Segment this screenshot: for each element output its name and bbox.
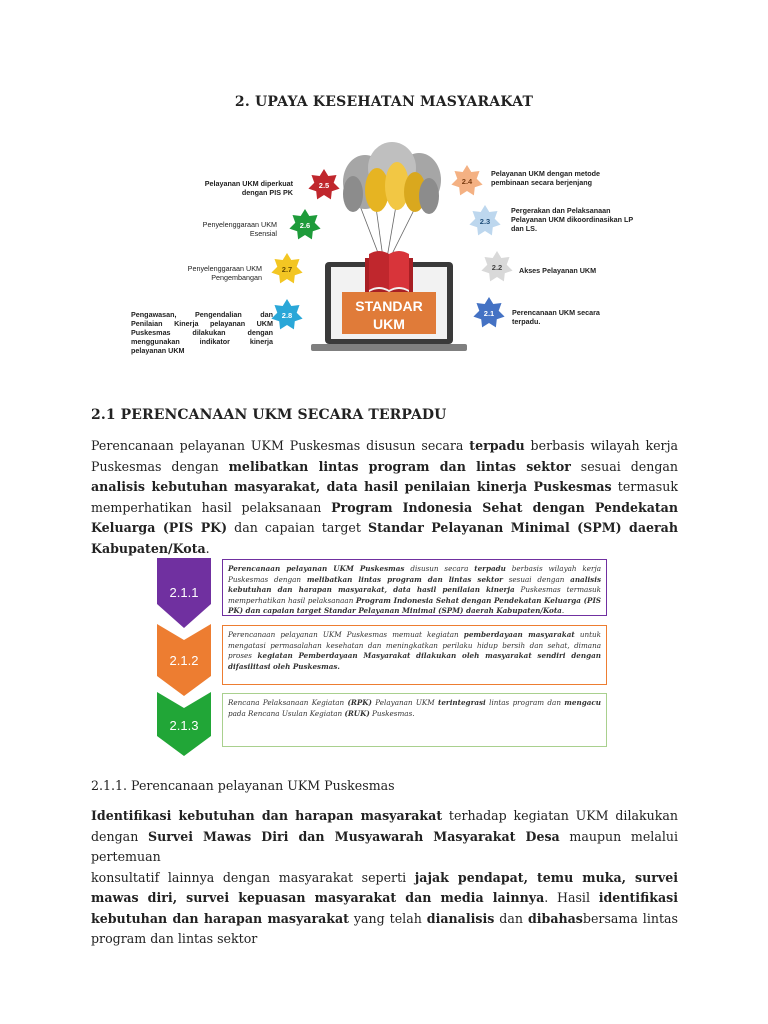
star-2-8 bbox=[271, 299, 302, 329]
svg-text:2.1.2: 2.1.2 bbox=[169, 653, 199, 668]
star-2-4 bbox=[451, 165, 482, 195]
infographic-label-2-6: Penyelenggaraan UKM Esensial bbox=[202, 220, 277, 238]
star-2-3 bbox=[469, 205, 500, 235]
infographic-label-2-8: Pengawasan, Pengendalian dan Penilaian Kinerja pelayanan UKM Puskesmas dilakukan dengan menggunakan indikator kinerja pelayanan UKM bbox=[131, 310, 273, 355]
star-2-7 bbox=[271, 253, 302, 283]
svg-text:2.1.1: 2.1.1 bbox=[169, 585, 199, 600]
body-paragraph-line-group-1: Identifikasi kebutuhan dan harapan masyarakat terhadap kegiatan UKM dilakukan dengan Survei Mawas Diri dan Musyawarah Masyarakat Desa maupun melalui pertemuan bbox=[91, 808, 679, 864]
svg-text:2.2: 2.2 bbox=[491, 263, 503, 272]
analisis-kebutuhan-phrase: analisis kebutuhan masyarakat, data hasil penilaian kinerja Puskesmas bbox=[91, 479, 612, 494]
body-paragraph bbox=[91, 806, 678, 950]
infographic-label-2-3: Pergerakan dan Pelaksanaan Pelayanan UKM dikoordinasikan LP dan LS. bbox=[511, 206, 634, 233]
page-title: 2. UPAYA KESEHATAN MASYARAKAT bbox=[234, 94, 534, 110]
star-2-2 bbox=[481, 251, 512, 281]
infographic-label-2-4: Pelayanan UKM dengan metode pembinaan secara berjenjang bbox=[491, 169, 601, 187]
infographic-label-2-1: Perencanaan UKM secara terpadu. bbox=[512, 308, 600, 326]
infographic-center-label-2: UKM bbox=[373, 316, 405, 332]
star-2-5 bbox=[308, 169, 339, 199]
section-heading: 2.1 PERENCANAAN UKM SECARA TERPADU bbox=[91, 407, 447, 423]
steps-chevrons bbox=[155, 552, 217, 762]
svg-text:2.7: 2.7 bbox=[281, 265, 293, 274]
infographic-center-label-1: STANDAR bbox=[355, 298, 423, 314]
svg-text:2.8: 2.8 bbox=[281, 311, 293, 320]
infographic-label-2-2: Akses Pelayanan UKM bbox=[519, 266, 597, 275]
svg-text:2.1.3: 2.1.3 bbox=[169, 718, 199, 733]
infographic-label-2-5: Pelayanan UKM diperkuat dengan PIS PK bbox=[204, 179, 293, 197]
svg-text:2.1: 2.1 bbox=[483, 309, 495, 318]
star-2-1 bbox=[473, 297, 504, 327]
svg-text:2.3: 2.3 bbox=[479, 217, 491, 226]
svg-text:2.4: 2.4 bbox=[461, 177, 473, 186]
balloons-icon bbox=[343, 142, 441, 258]
intro-paragraph: Perencanaan pelayanan UKM Puskesmas disusun secara terpadu berbasis wilayah kerja Puskesmas dengan melibatkan lintas program dan lintas sektor sesuai dengan analisis kebutuhan masyarakat, data hasil penilaian kinerja Puskesmas termasuk memperhatikan hasil pelaksanaan Program Indonesia Sehat dengan Pendekatan Keluarga (PIS PK) dan capaian target Standar Pelayanan Minimal (SPM) daerah Kabupaten/Kota. bbox=[91, 438, 678, 556]
star-2-6 bbox=[289, 209, 320, 239]
svg-text:2.6: 2.6 bbox=[299, 221, 311, 230]
step-2-1-1-box: Perencanaan pelayanan UKM Puskesmas disusun secara terpadu berbasis wilayah kerja Puskesmas dengan melibatkan lintas program dan lintas sektor sesuai dengan analisis kebutuhan dan harapan masyarakat, data hasil penilaian kinerja Puskesmas termasuk memperhatikan hasil pelaksanaan Program Indonesia Sehat dengan Pendekatan Keluarga (PIS PK) dan capaian target Standar Pelayanan Minimal (SPM) daerah Kabupaten/Kota. bbox=[222, 559, 607, 616]
subsection-heading: 2.1.1. Perencanaan pelayanan UKM Puskesmas bbox=[91, 778, 395, 793]
laptop-icon bbox=[311, 251, 467, 351]
standar-ukm-infographic bbox=[125, 140, 645, 370]
body-paragraph-line-group-2: konsultatif lainnya dengan masyarakat seperti jajak pendapat, temu muka, survei mawas diri, survei kepuasan masyarakat dan media lainnya. Hasil identifikasi kebutuhan dan harapan masyarakat yang telah dianalisis dan dibahasbersama lintas program dan lintas sektor bbox=[91, 869, 678, 946]
step-2-1-2-box: Perencanaan pelayanan UKM Puskesmas memuat kegiatan pemberdayaan masyarakat untuk mengatasi permasalahan kesehatan dan meningkatkan perilaku hidup bersih dan sehat, dimana proses kegiatan Pemberdayaan Masyarakat dilakukan oleh masyarakat sendiri dengan difasilitasi oleh Puskesmas. bbox=[222, 625, 607, 685]
steps-diagram bbox=[0, 552, 768, 762]
step-2-1-3-box: Rencana Pelaksanaan Kegiatan (RPK) Pelayanan UKM terintegrasi lintas program dan mengacu pada Rencana Usulan Kegiatan (RUK) Puskesmas. bbox=[222, 693, 607, 747]
svg-text:2.5: 2.5 bbox=[318, 181, 330, 190]
infographic-label-2-7: Penyelenggaraan UKM Pengembangan bbox=[187, 264, 262, 282]
